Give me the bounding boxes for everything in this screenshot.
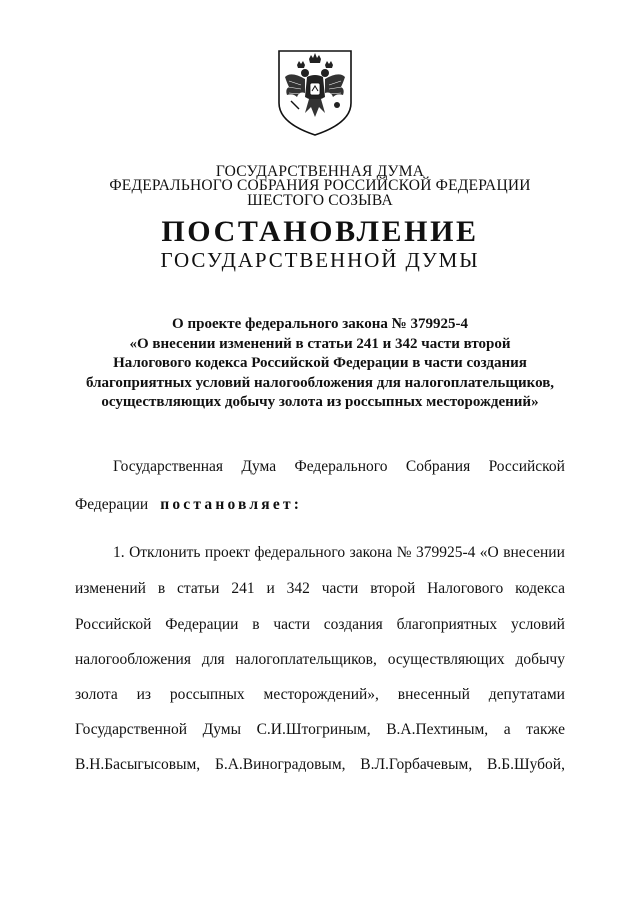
text-word: золота xyxy=(75,686,118,703)
text-word: налогообложения xyxy=(75,651,191,668)
preamble-word-federation: Федерации xyxy=(75,496,149,513)
text-word: а xyxy=(503,721,511,738)
subject-line-3: Налогового кодекса Российской Федерации в части создания xyxy=(113,355,527,372)
text-word: 241 xyxy=(231,580,255,597)
text-word: налогоплательщиков, xyxy=(235,651,377,668)
text-word: закона xyxy=(349,544,393,561)
text-word: Государственной xyxy=(75,721,188,738)
text-word: проект xyxy=(204,544,250,561)
preamble-line-2 xyxy=(75,496,565,514)
text-word: части xyxy=(321,580,359,597)
text-word: «О xyxy=(479,544,499,561)
text-word: В.Б.Шубой, xyxy=(486,756,565,773)
subject-line-5: осуществляющих добычу золота из россыпных месторождений» xyxy=(101,394,539,411)
text-word: В.Л.Горбачевым, xyxy=(360,756,473,773)
text-word: благоприятных xyxy=(396,616,498,633)
text-word: в xyxy=(252,616,260,633)
text-word: в xyxy=(157,580,166,597)
text-word: условий xyxy=(510,616,565,633)
text-word: 342 xyxy=(286,580,310,597)
text-word: депутатами xyxy=(488,686,565,703)
clause-1-line-5 xyxy=(75,686,565,704)
text-word: для xyxy=(201,651,225,668)
text-word: Дума xyxy=(241,458,277,475)
text-word: федерального xyxy=(254,544,346,561)
text-word: Б.А.Виноградовым, xyxy=(214,756,346,773)
resolves-spaced-word: постановляет: xyxy=(160,496,303,513)
text-word: Федерации xyxy=(165,616,239,633)
text-word: россыпных xyxy=(169,686,245,703)
clause-1-line-3 xyxy=(75,616,565,634)
text-word: Российской xyxy=(488,458,565,475)
text-word: создания xyxy=(323,616,383,633)
text-word: Отклонить xyxy=(129,544,201,561)
text-word: 379925-4 xyxy=(415,544,476,561)
text-word: В.А.Пехтиным, xyxy=(386,721,489,738)
text-word: Федерального xyxy=(294,458,388,475)
text-word: изменений xyxy=(75,580,146,597)
text-word: части xyxy=(273,616,310,633)
preamble-line-1 xyxy=(113,458,565,476)
text-word: Российской xyxy=(75,616,152,633)
clause-1-line-4 xyxy=(75,651,565,669)
text-word: добычу xyxy=(515,651,565,668)
clause-1-line-2 xyxy=(75,580,565,598)
text-word: также xyxy=(526,721,565,738)
clause-1-line-1 xyxy=(113,544,565,562)
subject-line-2: «О внесении изменений в статьи 241 и 342 части второй xyxy=(129,335,511,352)
text-word: осуществляющих xyxy=(387,651,505,668)
issuer-header-line-1: ГОСУДАРСТВЕННАЯ ДУМА xyxy=(215,163,425,180)
text-word: второй xyxy=(370,580,416,597)
text-word: статьи xyxy=(177,580,220,597)
clause-1-line-7 xyxy=(75,756,565,774)
text-word: и xyxy=(266,580,275,597)
text-word: внесенный xyxy=(397,686,470,703)
subject-line-1: О проекте федерального закона № 379925-4 xyxy=(172,316,468,332)
text-word: С.И.Штогриным, xyxy=(256,721,371,738)
text-word: 1. xyxy=(113,544,125,561)
text-word: месторождений», xyxy=(263,686,379,703)
text-word: Собрания xyxy=(405,458,471,475)
text-word: кодекса xyxy=(515,580,565,597)
document-subject xyxy=(0,315,640,413)
issuer-header-line-2: ФЕДЕРАЛЬНОГО СОБРАНИЯ РОССИЙСКОЙ ФЕДЕРАЦИИ xyxy=(109,177,531,194)
issuer-header-line-3: ШЕСТОГО СОЗЫВА xyxy=(247,192,393,209)
text-word: № xyxy=(396,544,412,561)
text-word: В.Н.Басыгысовым, xyxy=(75,756,201,773)
text-word: Налогового xyxy=(427,580,504,597)
text-word: Думы xyxy=(202,721,242,738)
document-type-title: ПОСТАНОВЛЕНИЕ xyxy=(161,215,479,248)
document-issuer-title: ГОСУДАРСТВЕННОЙ ДУМЫ xyxy=(160,248,480,272)
text-word: из xyxy=(136,686,151,703)
subject-line-4: благоприятных условий налогообложения для налогоплательщиков, xyxy=(85,374,555,391)
text-word: внесении xyxy=(503,544,565,561)
clause-1-line-6 xyxy=(75,721,565,739)
russian-coat-of-arms-icon xyxy=(271,47,359,137)
text-word: Государственная xyxy=(113,458,224,475)
